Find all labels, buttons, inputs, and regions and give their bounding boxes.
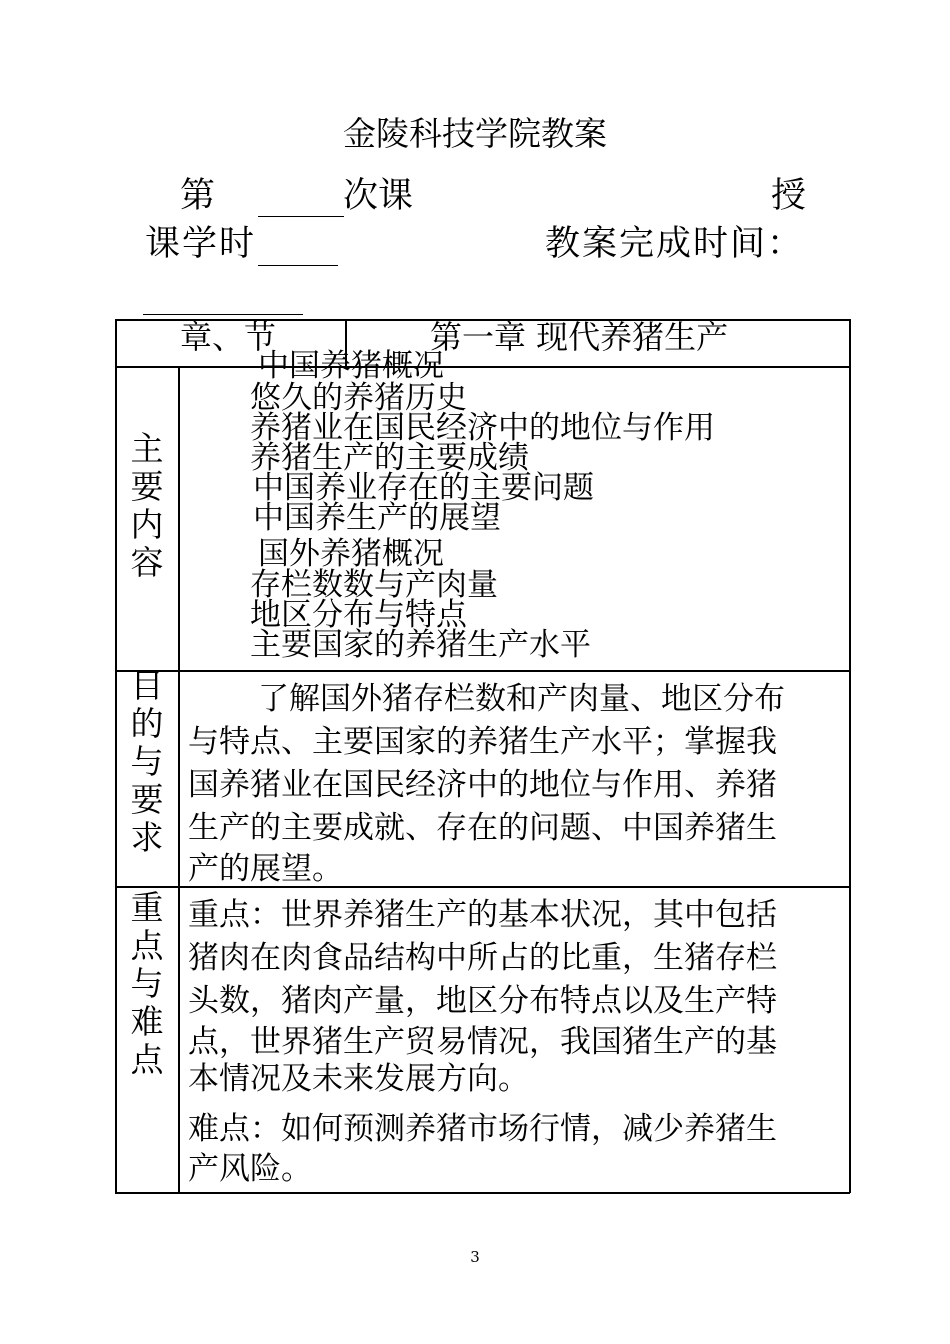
content-label-char: 要: [130, 467, 164, 506]
difficulty-line: 产风险。: [188, 1151, 312, 1187]
content-label: [118, 430, 176, 582]
page-number: 3: [470, 1248, 480, 1266]
content-label-char: 主: [130, 429, 164, 468]
purpose-line: 与特点、主要国家的养猪生产水平；掌握我: [188, 724, 777, 760]
key-label-char: 点: [130, 1040, 164, 1079]
table-divider-vertical: [178, 366, 180, 1193]
chapter-value: 第一章 现代养猪生产: [430, 318, 729, 356]
content-line: 主要国家的养猪生产水平: [250, 627, 591, 663]
content-line: 养猪生产的主要成绩: [250, 440, 529, 476]
key-label-char: 点: [130, 926, 164, 965]
content-label-char: 内: [130, 505, 164, 544]
purpose-line: 产的展望。: [188, 851, 343, 887]
key-point-line: 猪肉在肉食品结构中所占的比重，生猪存栏: [188, 940, 777, 976]
content-line: 养猪业在国民经济中的地位与作用: [250, 410, 715, 446]
difficulty-line: 难点：如何预测养猪市场行情，减少养猪生: [188, 1111, 777, 1147]
blank-underline-time: [258, 265, 338, 266]
content-line: 国外养猪概况: [258, 536, 444, 572]
key-point-line: 点，世界猪生产贸易情况，我国猪生产的基: [188, 1024, 777, 1060]
purpose-label-char: 与: [130, 742, 164, 781]
key-point-line: 重点：世界养猪生产的基本状况，其中包括: [188, 897, 777, 933]
table-divider: [115, 670, 850, 672]
content-label-char: 容: [130, 543, 164, 582]
key-label-char: 重: [130, 888, 164, 927]
content-line: 中国养业存在的主要问题: [253, 470, 594, 506]
table-border-left: [115, 319, 117, 1193]
header-shou: 授: [771, 176, 807, 216]
header-wancheng: 教案完成时间：: [545, 224, 805, 264]
purpose-label-char: 要: [130, 780, 164, 819]
purpose-label: [118, 667, 176, 857]
chapter-label: 章、节: [180, 318, 277, 356]
content-line: 悠久的养猪历史: [250, 380, 467, 416]
key-point-line: 本情况及未来发展方向。: [188, 1061, 529, 1097]
content-line: 中国养生产的展望: [253, 500, 501, 536]
key-point-line: 头数，猪肉产量，地区分布特点以及生产特: [188, 983, 777, 1019]
purpose-label-char: 的: [130, 704, 164, 743]
header-keshi: 课学时: [145, 224, 257, 264]
purpose-label-char: 目: [130, 666, 164, 705]
header-cike: 次课: [343, 176, 414, 216]
purpose-line: 了解国外猪存栏数和产肉量、地区分布: [258, 681, 785, 717]
header-di: 第: [180, 176, 216, 216]
key-label-char: 与: [130, 964, 164, 1003]
table-divider: [115, 366, 850, 368]
blank-underline-hours: [258, 216, 344, 217]
table-border-bottom: [115, 1192, 850, 1194]
key-label-char: 难: [130, 1002, 164, 1041]
purpose-line: 生产的主要成就、存在的问题、中国养猪生: [188, 810, 777, 846]
content-line: 存栏数数与产肉量: [250, 567, 498, 603]
purpose-line: 国养猪业在国民经济中的地位与作用、养猪: [188, 767, 777, 803]
purpose-label-char: 求: [130, 818, 164, 857]
content-line: 中国养猪概况: [258, 348, 444, 384]
table-border-right: [849, 319, 851, 1193]
key-label: [118, 889, 176, 1079]
content-line: 地区分布与特点: [250, 597, 467, 633]
document-title: 金陵科技学院教案: [343, 114, 607, 153]
